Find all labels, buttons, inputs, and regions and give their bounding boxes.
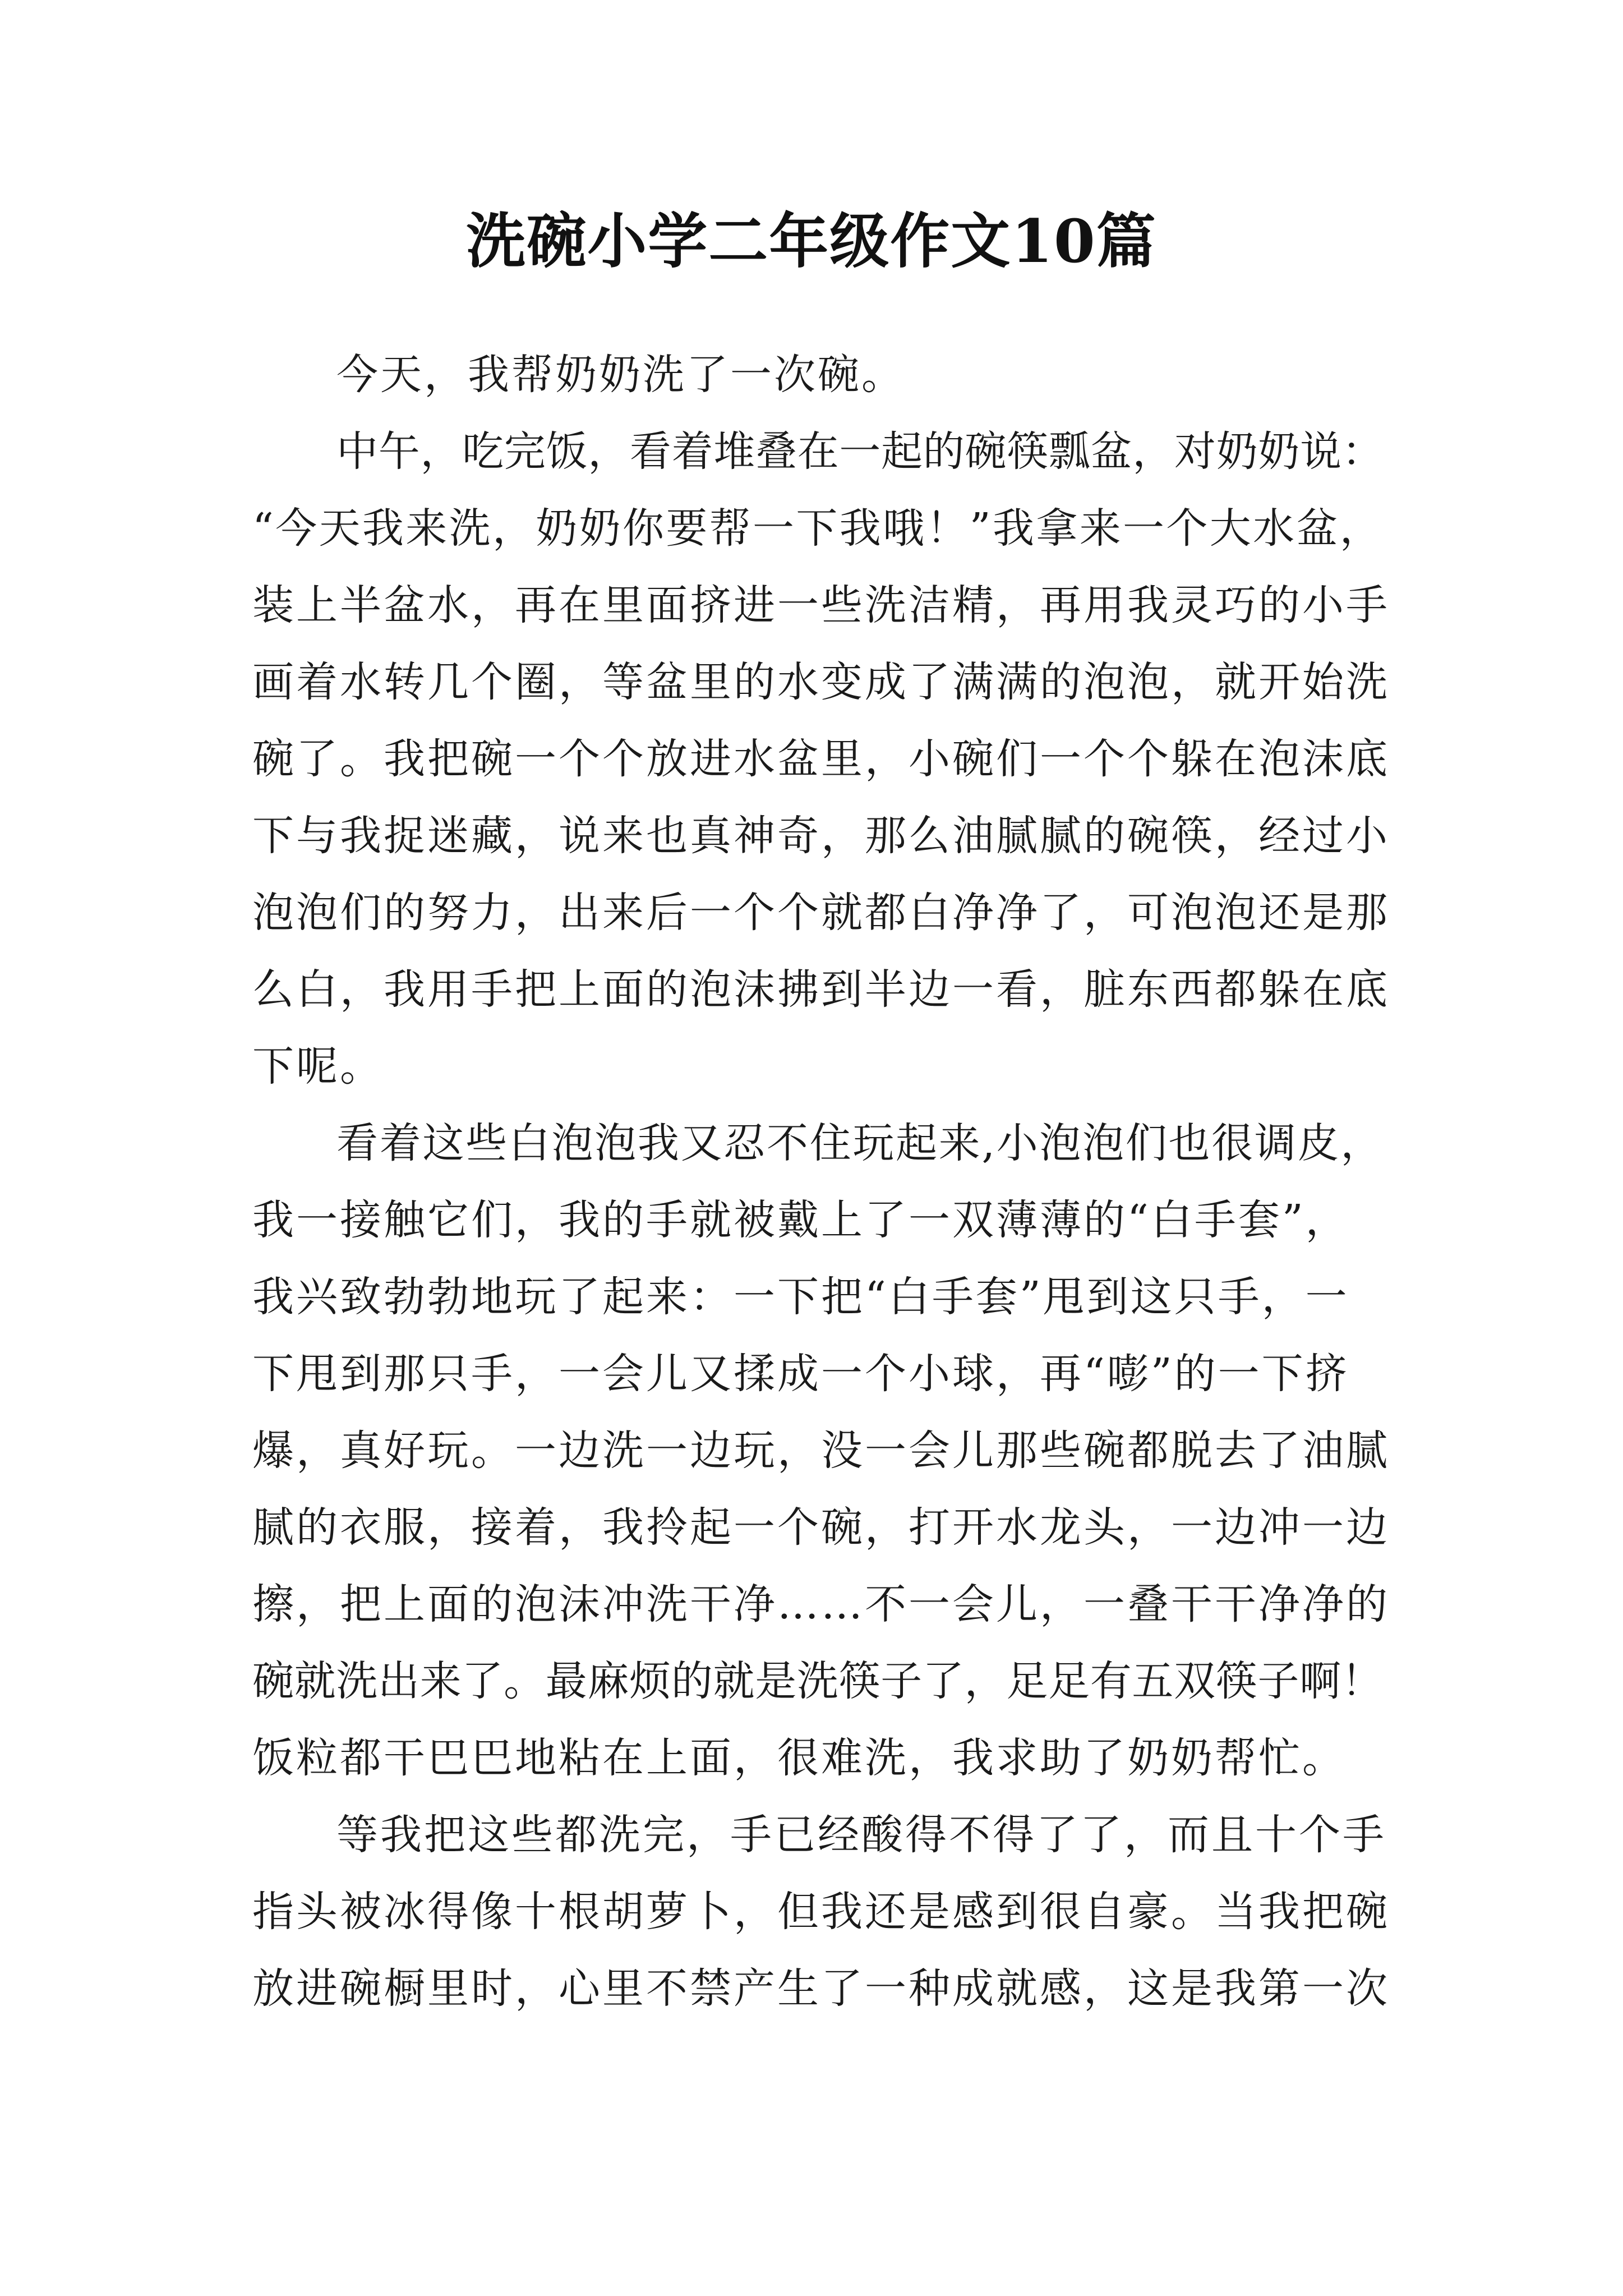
- document-title: 洗碗小学二年级作文10篇: [466, 206, 1157, 276]
- text-line: “今天我来洗，奶奶你要帮一下我哦！”我拿来一个大水盆，: [252, 504, 1384, 553]
- text-line: 中午，吃完饭，看着堆叠在一起的碗筷瓢盆，对奶奶说：: [336, 427, 1384, 476]
- text-line: 指头被冰得像十根胡萝卜，但我还是感到很自豪。当我把碗: [252, 1888, 1390, 1936]
- text-line: 装上半盆水，再在里面挤进一些洗洁精，再用我灵巧的小手: [252, 581, 1390, 629]
- text-line: 饭粒都干巴巴地粘在上面，很难洗，我求助了奶奶帮忙。: [252, 1734, 1346, 1782]
- text-line: 等我把这些都洗完，手已经酸得不得了了，而且十个手: [336, 1811, 1386, 1859]
- text-line: 擦，把上面的泡沫冲洗干净……不一会儿，一叠干干净净的: [252, 1580, 1390, 1628]
- text-line: 放进碗橱里时，心里不禁产生了一种成就感，这是我第一次: [252, 1964, 1390, 2013]
- text-line: 我兴致勃勃地玩了起来：一下把“白手套”甩到这只手，一: [252, 1273, 1349, 1321]
- text-line: 碗就洗出来了。最麻烦的就是洗筷子了，足足有五双筷子啊！: [252, 1657, 1384, 1705]
- text-line: 下呢。: [252, 1042, 384, 1091]
- text-line: 爆，真好玩。一边洗一边玩，没一会儿那些碗都脱去了油腻: [252, 1427, 1390, 1475]
- text-line: 下甩到那只手，一会儿又揉成一个小球，再“嘭”的一下挤: [252, 1350, 1349, 1398]
- text-line: 碗了。我把碗一个个放进水盆里，小碗们一个个躲在泡沫底: [252, 735, 1390, 783]
- text-line: 腻的衣服，接着，我拎起一个碗，打开水龙头，一边冲一边: [252, 1503, 1390, 1552]
- text-line: 今天，我帮奶奶洗了一次碗。: [336, 351, 905, 399]
- text-line: 我一接触它们，我的手就被戴上了一双薄薄的“白手套”，: [252, 1196, 1349, 1244]
- text-line: 么白，我用手把上面的泡沫拂到半边一看，脏东西都躲在底: [252, 965, 1390, 1014]
- text-line: 下与我捉迷藏，说来也真神奇，那么油腻腻的碗筷，经过小: [252, 812, 1390, 860]
- text-line: 看着这些白泡泡我又忍不住玩起来,小泡泡们也很调皮，: [336, 1119, 1384, 1167]
- text-line: 泡泡们的努力，出来后一个个就都白净净了，可泡泡还是那: [252, 889, 1390, 937]
- text-line: 画着水转几个圈，等盆里的水变成了满满的泡泡，就开始洗: [252, 658, 1390, 706]
- document-body: [252, 337, 1391, 2027]
